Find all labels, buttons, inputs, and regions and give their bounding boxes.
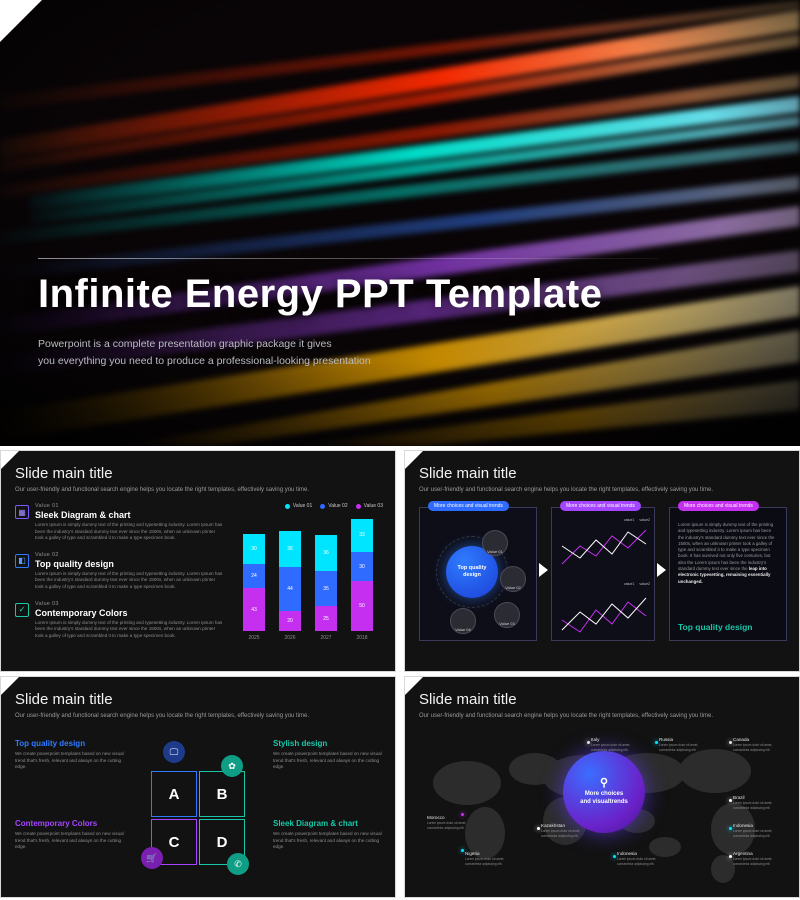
bar-segment: 36 (279, 531, 301, 567)
map-marker-label[interactable]: Nigeria Lorem ipsum dolor sit amet, consectetur adipiscing elit. (465, 851, 505, 866)
corner-fold-decoration (405, 451, 423, 469)
list-item[interactable] (15, 601, 225, 640)
map-dot[interactable] (461, 849, 464, 852)
chart-legend (285, 503, 383, 509)
bar-segment: 30 (351, 552, 373, 582)
text-block-top-left (15, 739, 127, 771)
bar-segment: 50 (351, 581, 373, 631)
slide-subtitle: Our user-friendly and functional search engine helps you locate the right templates, effectively saving you time. (15, 713, 310, 719)
x-tick-label: 2018 (356, 635, 368, 641)
panel-footer: Top quality design (678, 622, 753, 632)
list-item[interactable] (15, 552, 225, 591)
globe-bubble[interactable] (563, 751, 645, 833)
list-item-value: Value 01 (35, 503, 59, 509)
panel-diagram[interactable] (419, 503, 537, 641)
bar-column (315, 519, 337, 631)
block-body: We create powerpoint templates based on new visual trend that's fresh, relevant and always on the cutting edge. (273, 751, 382, 770)
legend-label: Value 03 (363, 503, 383, 509)
corner-fold-decoration (0, 0, 42, 42)
gear-icon[interactable]: ✿ (221, 755, 243, 777)
panel-body-normal: Lorem ipsum is simply dummy text of the printing and typesetting industry. Lorem ipsum has been the industry's standard dummy text ever since the 1500s, when an unknown printer took a galley of type and scrambled it to make a type specimen book. It has survived not only five centuries, but also the Lorem ipsum has been the industry's standard dummy text ever since the (678, 522, 775, 572)
hero-light-streaks (0, 0, 800, 446)
slide-grid (0, 446, 800, 898)
title-divider (38, 258, 658, 259)
bar-column (279, 519, 301, 631)
node-label: Value 01 (487, 549, 503, 554)
list-item-heading: Top quality design (35, 558, 114, 569)
x-tick-label: 2026 (284, 635, 296, 641)
chart-icon: ▦ (15, 505, 29, 519)
block-heading: Top quality design (15, 739, 86, 748)
hero-subtitle (38, 336, 371, 370)
map-dot[interactable] (537, 827, 540, 830)
center-bubble-line2: design (463, 572, 481, 578)
text-block-top-right (273, 739, 385, 771)
legend-label: value1 (623, 518, 635, 522)
legend-label: value2 (639, 582, 650, 586)
text-block-bottom-right (273, 819, 385, 851)
map-dot[interactable] (729, 827, 732, 830)
line-chart-top (558, 524, 650, 578)
block-heading: Sleek Diagram & chart (273, 819, 358, 828)
map-marker-label[interactable]: Indonesia Lorem ipsum dolor sit amet, consectetur adipiscing elit. (733, 823, 773, 838)
node-bubble[interactable] (500, 566, 526, 592)
stacked-bar-chart (233, 519, 383, 647)
diamond-c[interactable]: C (151, 819, 197, 865)
list-item-body: Lorem Ipsum is simply dummy text of the printing and typesetting industry. Lorem Ipsum has been the industry's standard dummy text ever since the 1500s, when an unknown printer took a galley of type and scrambled it to make a type specimen book. (35, 619, 223, 638)
layers-icon: ◧ (15, 554, 29, 568)
map-dot[interactable] (729, 855, 732, 858)
slide-subtitle: Our user-friendly and functional search engine helps you locate the right templates, effectively saving you time. (419, 713, 714, 719)
chart-legend (624, 582, 650, 586)
slide-3[interactable] (0, 676, 396, 898)
bar-segment: 43 (243, 588, 265, 631)
panel-body-bold: leap into electronic typesetting, remaining essentially unchanged. (678, 566, 771, 584)
map-dot[interactable] (461, 813, 464, 816)
bar-segment: 24 (243, 564, 265, 588)
light-beams-svg (0, 0, 800, 446)
globe-user-icon: ⚲ (599, 776, 609, 789)
node-label: Value 02 (505, 585, 521, 590)
node-label: Value 03 (499, 621, 515, 626)
center-bubble-line1: Top quality (457, 565, 487, 571)
bar-column (243, 519, 265, 631)
chart-legend (624, 518, 650, 522)
map-marker-label[interactable]: Indonesia Lorem ipsum dolor sit amet, consectetur adipiscing elit. (617, 851, 657, 866)
bar-segment: 33 (351, 519, 373, 552)
map-dot[interactable] (613, 855, 616, 858)
list-item-heading: Contemporary Colors (35, 607, 128, 618)
chart-x-axis (233, 635, 383, 641)
block-body: We create powerpoint templates based on new visual trend that's fresh, relevant and always on the cutting edge. (15, 751, 124, 770)
x-tick-label: 2025 (248, 635, 260, 641)
bar-segment: 25 (315, 606, 337, 631)
map-dot[interactable] (729, 741, 732, 744)
node-label: Value 04 (455, 627, 471, 632)
diamond-a[interactable]: A (151, 771, 197, 817)
block-heading: Stylish design (273, 739, 328, 748)
hero-slide (0, 0, 800, 446)
panel-tag: More choices and visual trends (428, 501, 509, 511)
slide-title: Slide main title (419, 691, 517, 708)
legend-label: value1 (623, 582, 635, 586)
slide-title: Slide main title (15, 691, 113, 708)
monitor-icon[interactable]: 🖵 (163, 741, 185, 763)
bar-segment: 20 (279, 611, 301, 631)
hero-subtitle-line2: you everything you need to produce a professional-looking presentation (38, 355, 371, 367)
globe-line1: More choices (584, 790, 624, 797)
diamond-b[interactable]: B (199, 771, 245, 817)
leaf-icon[interactable]: ✆ (227, 853, 249, 875)
bar-segment: 36 (315, 535, 337, 571)
panel-text[interactable] (669, 503, 787, 641)
map-dot[interactable] (587, 741, 590, 744)
block-heading: Contemporary Colors (15, 819, 98, 828)
legend-item (285, 503, 312, 509)
next-arrow-icon[interactable] (657, 563, 666, 577)
panel-tag: More choices and visual trends (678, 501, 759, 511)
bar-column (351, 519, 373, 631)
panel-tag: More choices and visual trends (560, 501, 641, 511)
legend-label: Value 02 (328, 503, 348, 509)
slide-subtitle: Our user-friendly and functional search engine helps you locate the right templates, effectively saving you time. (419, 487, 714, 493)
map-dot[interactable] (655, 741, 658, 744)
slide-subtitle: Our user-friendly and functional search engine helps you locate the right templates, effectively saving you time. (15, 487, 310, 493)
list-item-value: Value 02 (35, 551, 59, 558)
bar-segment: 35 (315, 571, 337, 606)
map-dot[interactable] (729, 799, 732, 802)
feature-list (15, 503, 225, 649)
panel-body (678, 522, 778, 585)
list-item-heading: Sleek Diagram & chart (35, 510, 131, 520)
map-marker-label[interactable]: Italy Lorem ipsum dolor sit amet, consectetur adipiscing elit. (591, 737, 631, 752)
slide-title: Slide main title (15, 465, 113, 482)
diamond-diagram (133, 735, 265, 875)
map-marker-label[interactable]: Brazil Lorem ipsum dolor sit amet, consectetur adipiscing elit. (733, 795, 773, 810)
map-marker-label[interactable]: Morocco Lorem ipsum dolor sit amet, consectetur adipiscing elit. (427, 815, 467, 830)
corner-fold-decoration (405, 677, 423, 695)
cart-icon[interactable]: 🛒 (141, 847, 163, 869)
legend-item (320, 503, 347, 509)
list-item[interactable] (15, 503, 225, 542)
slide-2[interactable] (404, 450, 800, 672)
slide-4[interactable] (404, 676, 800, 898)
node-bubble[interactable] (450, 608, 476, 634)
map-marker-label[interactable]: Kazakhstan Lorem ipsum dolor sit amet, consectetur adipiscing elit. (541, 823, 581, 838)
list-item-body: Lorem Ipsum is simply dummy text of the printing and typesetting industry. Lorem Ipsum has been the industry's standard dummy text ever since the 1500s, when an unknown printer took a galley of type and scrambled it to make a type specimen book. (35, 522, 223, 541)
list-item-body: Lorem Ipsum is simply dummy text of the printing and typesetting industry. Lorem Ipsum has been the industry's standard dummy text ever since the 1500s, when an unknown printer took a galley of type and scrambled it to make a type specimen book. (35, 570, 223, 589)
x-tick-label: 2027 (320, 635, 332, 641)
hero-subtitle-line1: Powerpoint is a complete presentation graphic package it gives (38, 338, 332, 350)
corner-fold-decoration (1, 451, 19, 469)
bar-segment: 30 (243, 534, 265, 564)
legend-label: value2 (639, 518, 650, 522)
legend-label: Value 01 (292, 503, 313, 509)
next-arrow-icon[interactable] (539, 563, 548, 577)
page-title: Infinite Energy PPT Template (38, 272, 603, 316)
corner-fold-decoration (1, 677, 19, 695)
globe-line2: and visualtrends (580, 798, 628, 805)
check-icon: ✓ (15, 603, 29, 617)
panel-line-charts[interactable] (551, 503, 655, 641)
node-bubble[interactable] (482, 530, 508, 556)
bar-segment: 44 (279, 567, 301, 611)
line-chart-bottom (558, 588, 650, 642)
block-body: We create powerpoint templates based on new visual trend that's fresh, relevant and always on the cutting edge. (15, 831, 124, 850)
slide-1[interactable] (0, 450, 396, 672)
map-marker-label[interactable]: Canada Lorem ipsum dolor sit amet, consectetur adipiscing elit. (733, 737, 773, 752)
node-bubble[interactable] (494, 602, 520, 628)
slide-title: Slide main title (419, 465, 517, 482)
list-item-value: Value 03 (35, 600, 59, 607)
map-marker-label[interactable]: Russia Lorem ipsum dolor sit amet, consectetur adipiscing elit. (659, 737, 699, 752)
legend-item (356, 503, 383, 509)
block-body: We create powerpoint templates based on new visual trend that's fresh, relevant and always on the cutting edge. (273, 831, 382, 850)
map-marker-label[interactable]: Argentina Lorem ipsum dolor sit amet, consectetur adipiscing elit. (733, 851, 773, 866)
text-block-bottom-left (15, 819, 127, 851)
diamond-d[interactable]: D (199, 819, 245, 865)
chart-bars (233, 519, 383, 631)
